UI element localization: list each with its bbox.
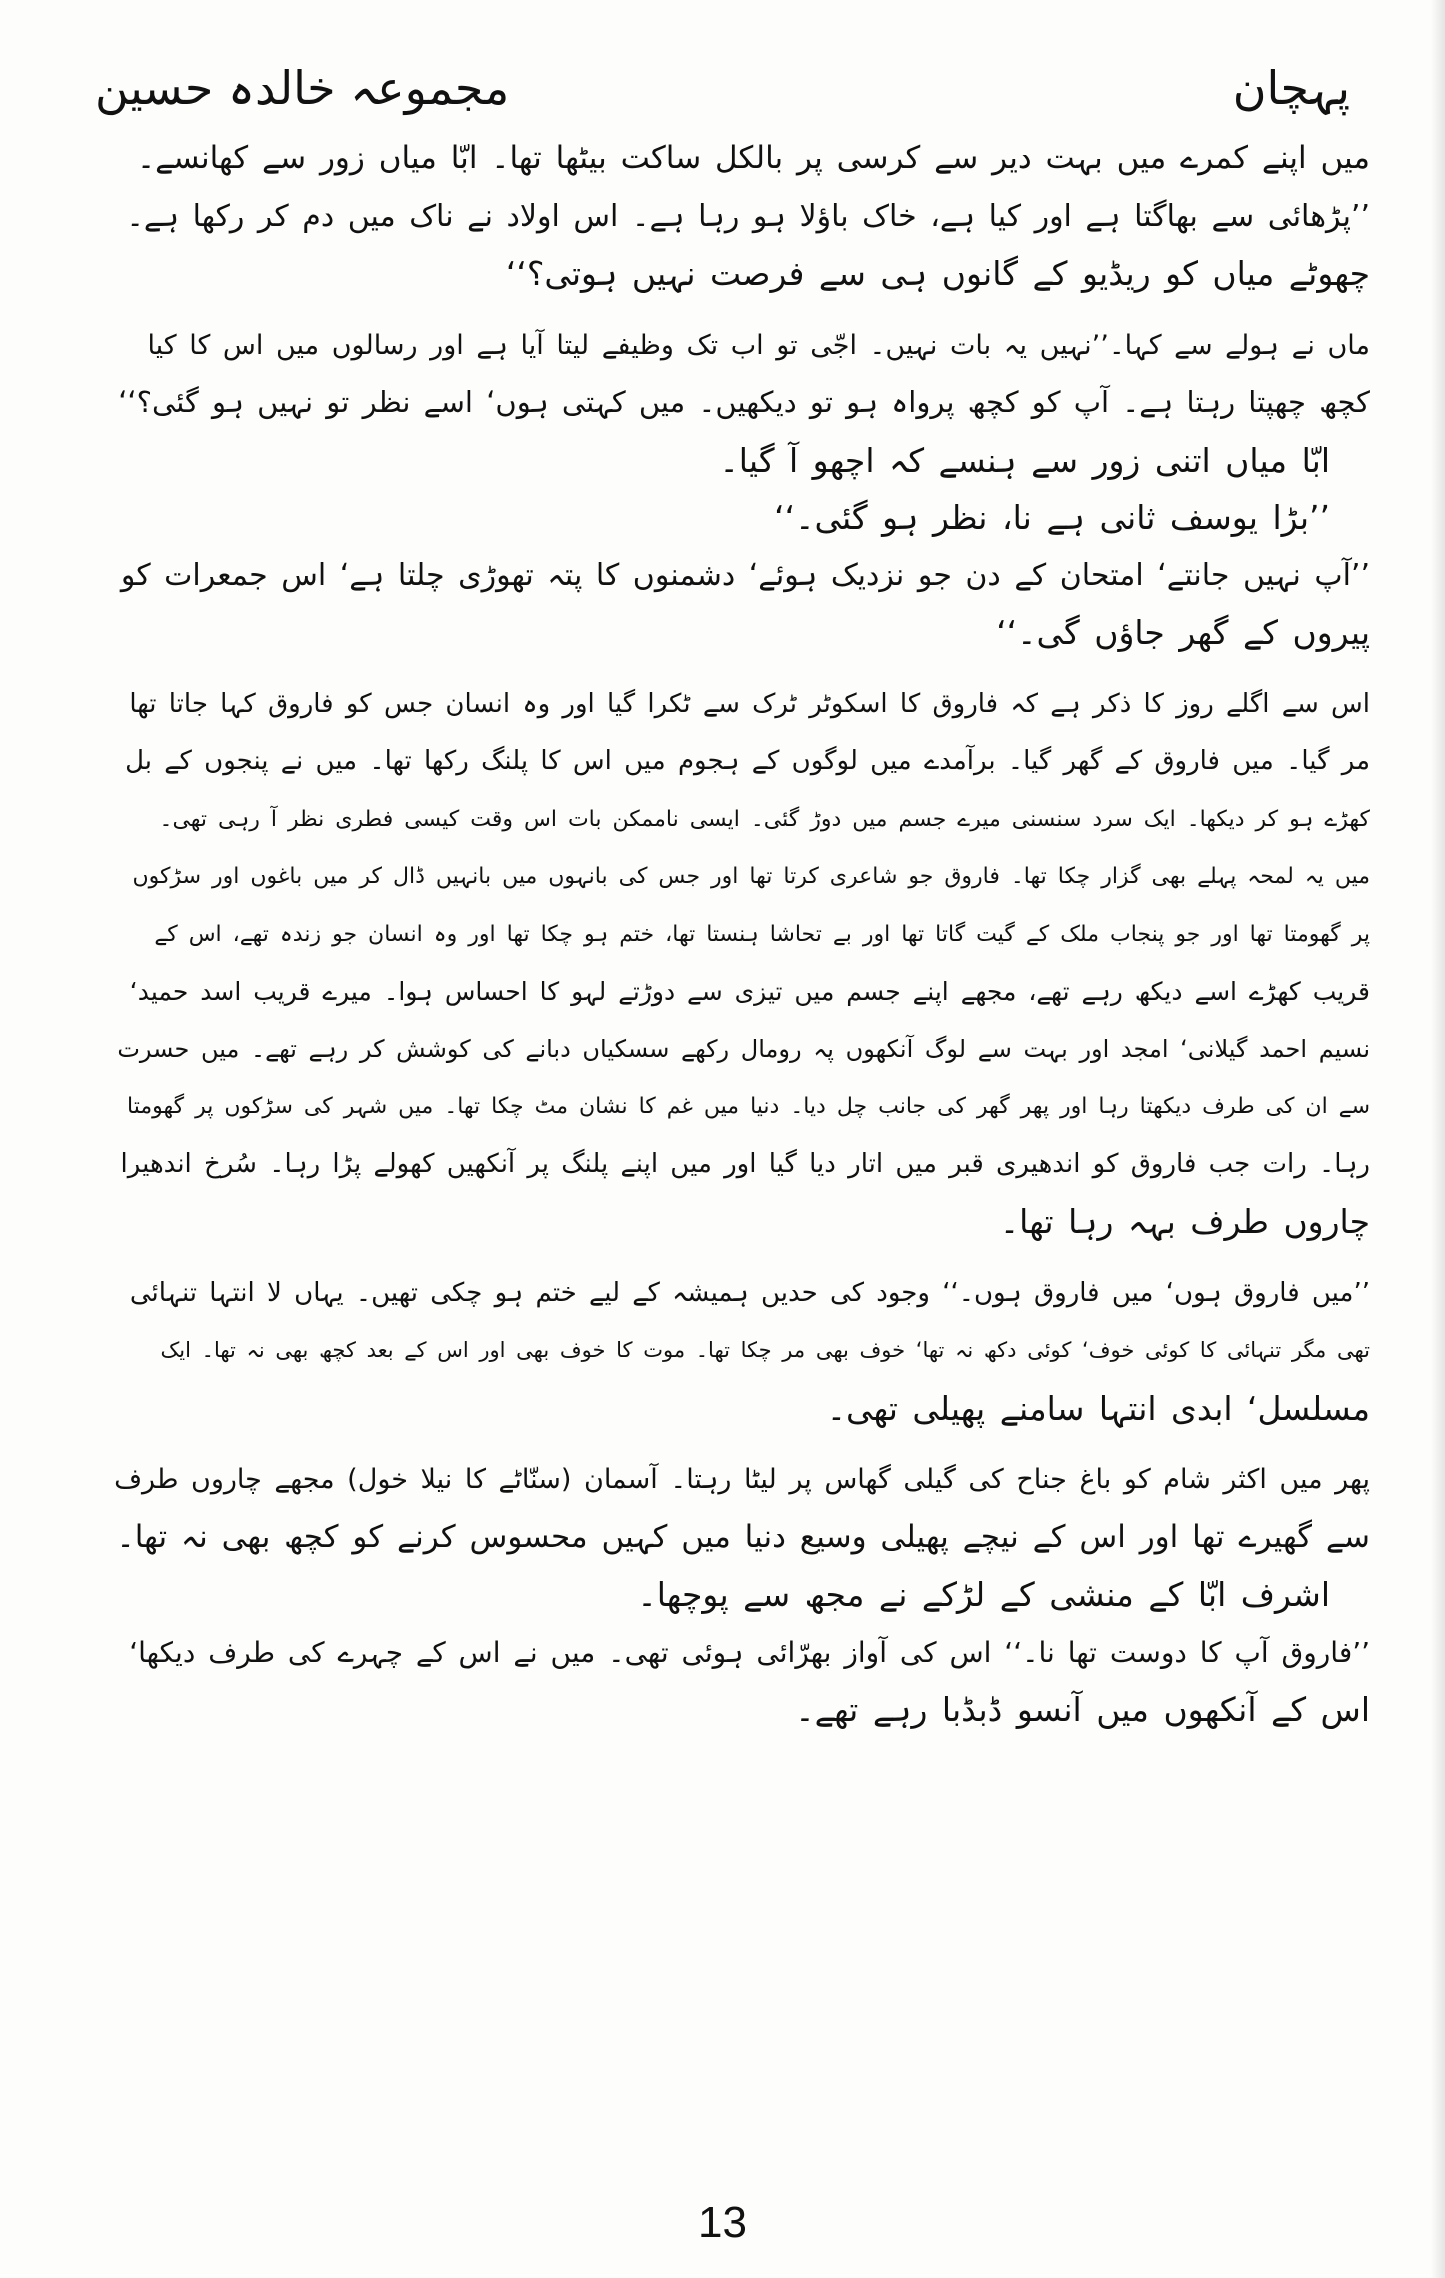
collection-title: مجموعہ خالدہ حسین — [95, 61, 510, 115]
text-line: میں یہ لمحہ پہلے بھی گزار چکا تھا۔ فاروق جو شاعری کرتا تھا اور جس کی بانہوں میں بانہیں ڈال کر میں باغوں اور سڑکوں — [132, 864, 1370, 889]
text-line: میں اپنے کمرے میں بہت دیر سے کرسی پر بالکل ساکت بیٹھا تھا۔ ابّا میاں زور سے کھانسے۔ — [137, 140, 1370, 176]
text-line: اس سے اگلے روز کا ذکر ہے کہ فاروق کا اسکوٹر ٹرک سے ٹکرا گیا اور وہ انسان جس کو فاروق کہا جاتا تھا — [129, 688, 1370, 719]
text-line: ’’فاروق آپ کا دوست تھا نا۔‘‘ اس کی آواز بھرّائی ہوئی تھی۔ میں نے اس کے چہرے کی طرف دیکھا‘ — [129, 1635, 1370, 1669]
text-line: نسیم احمد گیلانی‘ امجد اور بہت سے لوگ آنکھوں پہ رومال رکھے سسکیاں دبانے کی کوشش کر رہے تھے۔ میں حسرت — [117, 1034, 1370, 1063]
text-line: ماں نے ہولے سے کہا۔’’نہیں یہ بات نہیں۔ اجّی تو اب تک وظیفے لیتا آیا ہے اور رسالوں میں اس کا کیا — [147, 329, 1370, 361]
text-line: ابّا میاں اتنی زور سے ہنسے کہ اچھو آ گیا۔ — [719, 440, 1330, 480]
scan-edge-shadow — [1431, 0, 1445, 2278]
story-text — [110, 130, 1370, 1739]
text-line: تھی مگر تنہائی کا کوئی خوف‘ کوئی دکھ نہ تھا‘ خوف بھی مر چکا تھا۔ موت کا خوف بھی اور اس کے بعد کچھ بھی نہ تھا۔ ایک — [160, 1338, 1370, 1362]
text-line: ’’بڑا یوسف ثانی ہے نا، نظر ہو گئی۔‘‘ — [774, 498, 1330, 537]
text-line: پیروں کے گھر جاؤں گی۔‘‘ — [996, 613, 1370, 652]
story-title: پہچان — [1232, 61, 1350, 115]
text-line: اس کے آنکھوں میں آنسو ڈبڈبا رہے تھے۔ — [795, 1690, 1370, 1729]
text-line: ’’آپ نہیں جانتے‘ امتحان کے دن جو نزدیک ہوئے‘ دشمنوں کا پتہ تھوڑی چلتا ہے‘ اس جمعرات کو — [120, 557, 1370, 593]
text-line: چھوٹے میاں کو ریڈیو کے گانوں ہی سے فرصت نہیں ہوتی؟‘‘ — [505, 254, 1370, 293]
text-line: ’’میں فاروق ہوں‘ میں فاروق ہوں۔‘‘ وجود کی حدیں ہمیشہ کے لیے ختم ہو چکی تھیں۔ یہاں لا انتہا تنہائی — [129, 1277, 1370, 1308]
text-line: چاروں طرف بہہ رہا تھا۔ — [999, 1202, 1370, 1241]
text-line: پھر میں اکثر شام کو باغ جناح کی گیلی گھاس پر لیٹا رہتا۔ آسمان (سنّاٹے کا نیلا خول) مجھے چاروں طرف — [114, 1464, 1370, 1495]
text-line: سے ان کی طرف دیکھتا رہا اور پھر گھر کی جانب چل دیا۔ دنیا میں غم کا نشان مٹ چکا تھا۔ میں شہر کی سڑکوں پر گھومتا — [126, 1094, 1370, 1119]
text-line: کھڑے ہو کر دیکھا۔ ایک سرد سنسنی میرے جسم میں دوڑ گئی۔ ایسی ناممکن بات اس وقت کیسی فطری نظر آ رہی تھی۔ — [159, 806, 1370, 832]
page-number: 13 — [698, 2198, 747, 2247]
text-line: مسلسل‘ ابدی انتہا سامنے پھیلی تھی۔ — [826, 1388, 1370, 1428]
text-line: اشرف ابّا کے منشی کے لڑکے نے مجھ سے پوچھا۔ — [637, 1575, 1330, 1614]
text-line: مر گیا۔ میں فاروق کے گھر گیا۔ برآمدے میں لوگوں کے ہجوم میں اس کا پلنگ رکھا تھا۔ میں نے پنجوں کے بل — [125, 746, 1370, 776]
text-line: ’’پڑھائی سے بھاگتا ہے اور کیا ہے، خاک باؤلا ہو رہا ہے۔ اس اولاد نے ناک میں دم کر رکھا ہے۔ — [126, 198, 1370, 234]
text-line: رہا۔ رات جب فاروق کو اندھیری قبر میں اتار دیا گیا اور میں اپنے پلنگ پر آنکھیں کھولے پڑا رہا۔ سُرخ اندھیرا — [120, 1148, 1370, 1179]
text-line: سے گھیرے تھا اور اس کے نیچے پھیلی وسیع دنیا میں کہیں محسوس کرنے کو کچھ بھی نہ تھا۔ — [116, 1518, 1370, 1555]
running-header — [95, 58, 1350, 128]
text-line: کچھ چھپتا رہتا ہے۔ آپ کو کچھ پرواہ ہو تو دیکھیں۔ میں کہتی ہوں‘ اسے نظر تو نہیں ہو گئی؟‘‘ — [118, 385, 1370, 419]
text-line: قریب کھڑے اسے دیکھ رہے تھے، مجھے اپنے جسم میں تیزی سے دوڑتے لہو کا احساس ہوا۔ میرے قریب اسد حمید‘ — [129, 977, 1370, 1006]
text-line: پر گھومتا تھا اور جو پنجاب ملک کے گیت گاتا تھا اور بے تحاشا ہنستا تھا، ختم ہو چکا تھا اور وہ انسان جو زندہ تھے، اس کے — [154, 921, 1370, 947]
